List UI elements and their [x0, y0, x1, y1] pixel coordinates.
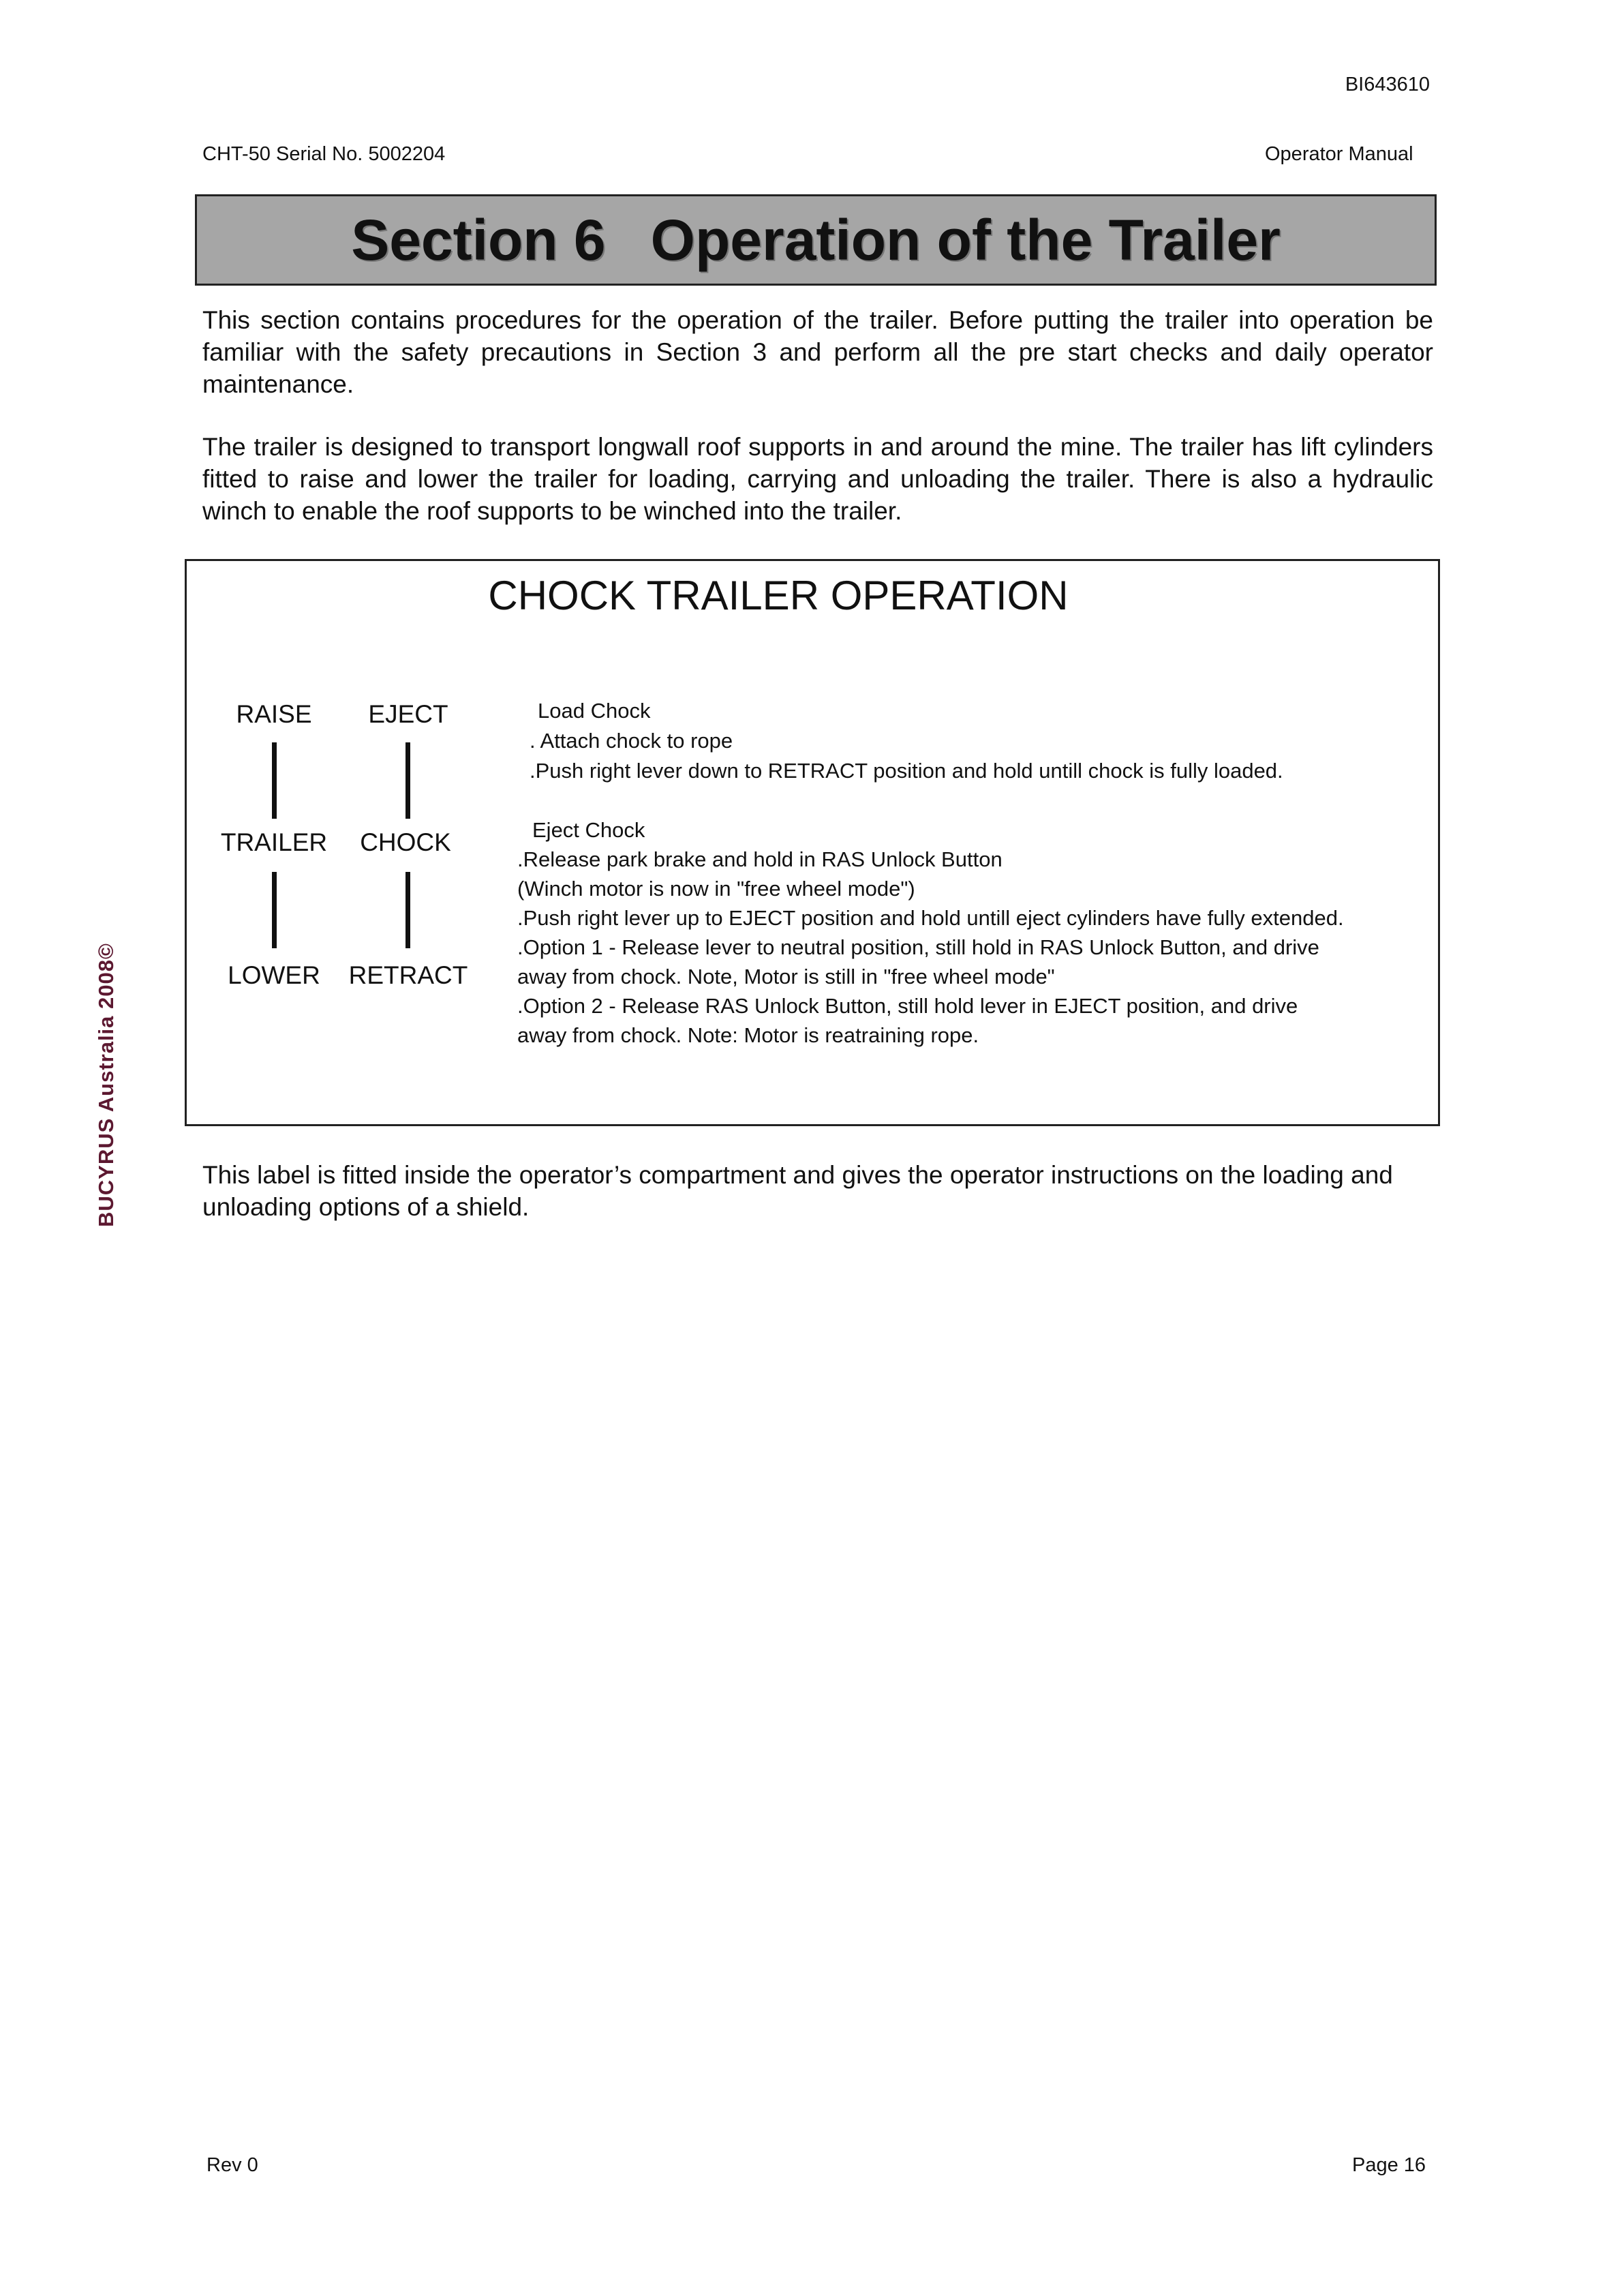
eject-step: .Option 1 - Release lever to neutral position, still hold in RAS Unlock Button, and drive — [517, 935, 1319, 959]
section-number: Section 6 — [351, 207, 606, 272]
load-step: .Push right lever down to RETRACT position and hold untill chock is fully loaded. — [530, 759, 1283, 783]
eject-step: away from chock. Note, Motor is still in "free wheel mode" — [517, 965, 1055, 988]
lever-trailer-text: TRAILER — [220, 828, 328, 856]
document-id: BI643610 — [1345, 74, 1430, 95]
section-title-banner — [195, 194, 1437, 286]
description-paragraph: The trailer is designed to transport longwall roof supports in and around the mine. The trailer has lift cylinders fitted to raise and lower the trailer for loading, carrying and unloading the trailer. There is also a hydraulic winch to enable the roof supports to be winched into the trailer. — [202, 433, 1433, 525]
lever-raise-text: RAISE — [236, 700, 312, 728]
eject-step: (Winch motor is now in "free wheel mode") — [517, 877, 915, 901]
lever-right-lower-line — [406, 872, 410, 948]
eject-step: away from chock. Note: Motor is reatraining rope. — [517, 1023, 979, 1047]
copyright-side-text: BUCYRUS Australia 2008© — [94, 943, 118, 1227]
intro-paragraph: This section contains procedures for the operation of the trailer. Before putting the trailer into operation be familiar with the safety precautions in Section 3 and perform all the pre start checks and daily operator maintenance. — [202, 306, 1433, 398]
operation-label-figure — [185, 559, 1440, 1126]
label-title: CHOCK TRAILER OPERATION — [488, 573, 1069, 618]
figure-caption: This label is fitted inside the operator’s compartment and gives the operator instructions on the loading and unloading options of a shield. — [202, 1161, 1393, 1221]
section-title: Operation of the Trailer — [650, 207, 1281, 272]
lever-right-upper-line — [406, 742, 410, 819]
load-chock-heading: Load Chock — [538, 699, 651, 723]
eject-chock-heading: Eject Chock — [532, 818, 645, 842]
footer-page-number: Page 16 — [1352, 2154, 1426, 2176]
footer-revision: Rev 0 — [206, 2154, 258, 2176]
eject-step: .Option 2 - Release RAS Unlock Button, still hold lever in EJECT position, and drive — [517, 994, 1298, 1018]
lever-lower-text: LOWER — [228, 961, 320, 989]
lever-retract-text: RETRACT — [348, 961, 468, 989]
lever-left-lower-line — [272, 872, 277, 948]
eject-step: .Push right lever up to EJECT position and hold untill eject cylinders have fully extended. — [517, 906, 1344, 930]
lever-eject-text: EJECT — [368, 700, 448, 728]
eject-step: .Release park brake and hold in RAS Unlock Button — [517, 847, 1003, 871]
header-manual-type: Operator Manual — [1265, 143, 1413, 165]
lever-chock-text: CHOCK — [360, 828, 451, 856]
lever-left-upper-line — [272, 742, 277, 819]
load-step: . Attach chock to rope — [530, 729, 733, 753]
header-serial: CHT-50 Serial No. 5002204 — [202, 143, 446, 165]
